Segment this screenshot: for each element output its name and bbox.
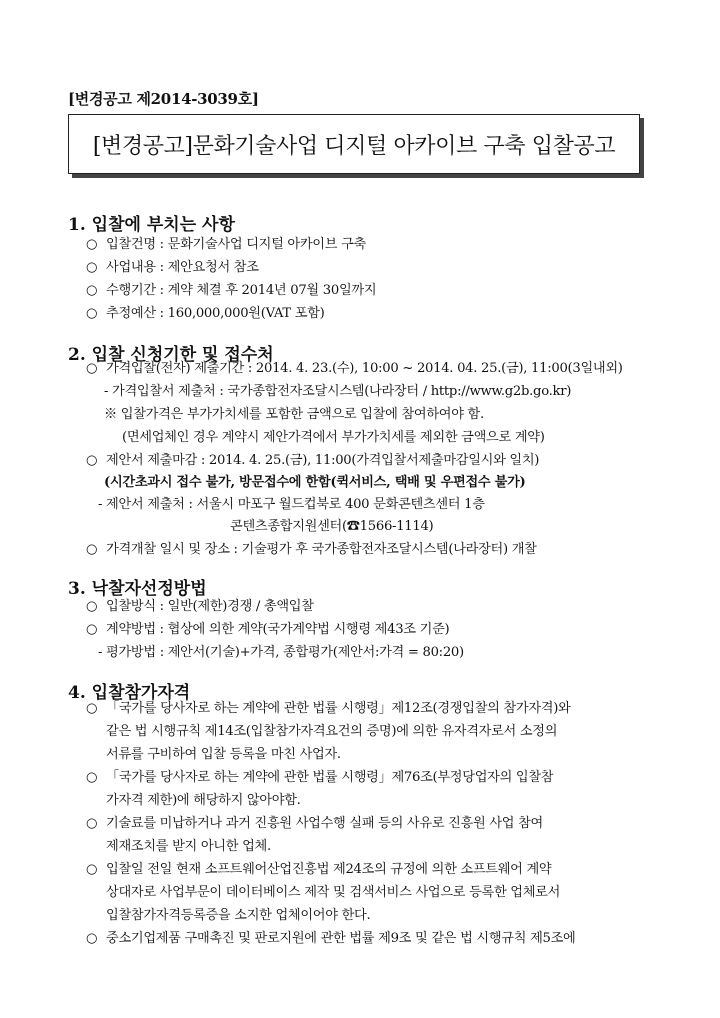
section-heading-2: 2. 입찰 신청기한 및 접수처 <box>68 345 274 365</box>
list-item: (면세업체인 경우 계약시 제안가격에서 부가가치세를 제외한 금액으로 계약) <box>122 430 545 445</box>
list-item: 제재조치를 받지 아니한 업체. <box>106 839 271 854</box>
list-item: ○ 입찰건명 : 문화기술사업 디지털 아카이브 구축 <box>86 234 366 256</box>
bullet-icon: ○ <box>86 931 98 946</box>
bullet-icon: ○ <box>86 816 98 831</box>
bullet-icon: ○ <box>86 306 98 321</box>
bullet-icon: ○ <box>86 599 98 614</box>
list-item: ○ 수행기간 : 계약 체결 후 2014년 07월 30일까지 <box>86 280 376 302</box>
list-item: ○ 가격개찰 일시 및 장소 : 기술평가 후 국가종합전자조달시스템(나라장터) 개찰 <box>86 539 537 561</box>
list-item: ○ 「국가를 당사자로 하는 계약에 관한 법률 시행령」제12조(경쟁입찰의 참가자격)와 <box>86 698 571 720</box>
list-item: ○ 입찰일 전일 현재 소프트웨어산업진흥법 제24조의 규정에 의한 소프트웨어 계약 <box>86 859 551 881</box>
list-item: ○ 추정예산 : 160,000,000원(VAT 포함) <box>86 303 325 325</box>
list-item: - 제안서 제출처 : 서울시 마포구 월드컵북로 400 문화콘텐츠센터 1층 <box>98 497 485 512</box>
list-item: ○ 사업내용 : 제안요청서 참조 <box>86 257 259 279</box>
list-item: 서류를 구비하여 입찰 등록을 마친 사업자. <box>106 747 341 762</box>
bullet-icon: ○ <box>86 283 98 298</box>
list-item: 입찰참가자격등록증을 소지한 업체이어야 한다. <box>106 908 371 923</box>
list-item: ○ 중소기업제품 구매촉진 및 판로지원에 관한 법률 제9조 및 같은 법 시행규칙 제5조에 <box>86 928 575 950</box>
bullet-icon: ○ <box>86 622 98 637</box>
list-item: 상대자로 사업부문이 데이터베이스 제작 및 검색서비스 사업으로 등록한 업체로서 <box>106 885 561 900</box>
bullet-icon: ○ <box>86 453 98 468</box>
list-item: ○ 입찰방식 : 일반(제한)경쟁 / 총액입찰 <box>86 596 314 618</box>
section-heading-4: 4. 입찰참가자격 <box>68 683 191 703</box>
title-box <box>68 114 640 174</box>
list-item: - 가격입찰서 제출처 : 국가종합전자조달시스템(나라장터 / http://www.g2b.go.kr) <box>104 384 572 399</box>
list-item: ※ 입찰가격은 부가가치세를 포함한 금액으로 입찰에 참여하여야 함. <box>104 407 484 422</box>
section-heading-1: 1. 입찰에 부치는 사항 <box>68 215 235 235</box>
bullet-icon: ○ <box>86 542 98 557</box>
list-item: 같은 법 시행규칙 제14조(입찰참가자격요건의 증명)에 의한 유자격자로서 소정의 <box>106 724 558 739</box>
bullet-icon: ○ <box>86 260 98 275</box>
section-heading-3: 3. 낙찰자선정방법 <box>68 579 207 599</box>
list-item: ○ 「국가를 당사자로 하는 계약에 관한 법률 시행령」제76조(부정당업자의 입찰참 <box>86 767 553 789</box>
list-item: 가자격 제한)에 해당하지 않아야함. <box>106 793 301 808</box>
notice-number: [변경공고 제2014-3039호] <box>68 90 259 108</box>
bullet-icon: ○ <box>86 770 98 785</box>
bullet-icon: ○ <box>86 237 98 252</box>
bullet-icon: ○ <box>86 862 98 877</box>
list-item: ○ 기술료를 미납하거나 과거 진흥원 사업수행 실패 등의 사유로 진흥원 사업 참여 <box>86 813 543 835</box>
list-item: - 평가방법 : 제안서(기술)+가격, 종합평가(제안서:가격 = 80:20) <box>98 645 464 660</box>
list-item: ○ 계약방법 : 협상에 의한 계약(국가계약법 시행령 제43조 기준) <box>86 619 449 641</box>
list-item: 콘텐츠종합지원센터(☎1566-1114) <box>230 519 434 534</box>
list-item: (시간초과시 접수 불가, 방문접수에 한함(퀵서비스, 택배 및 우편접수 불가) <box>104 475 526 490</box>
list-item: ○ 가격입찰(전자) 제출기간 : 2014. 4. 23.(수), 10:00 ~ 2014. 04. 25.(금), 11:00(3일내외) <box>86 358 623 380</box>
bullet-icon: ○ <box>86 361 98 376</box>
document-title: [변경공고]문화기술사업 디지털 아카이브 구축 입찰공고 <box>92 133 616 159</box>
bullet-icon: ○ <box>86 701 98 716</box>
list-item: ○ 제안서 제출마감 : 2014. 4. 25.(금), 11:00(가격입찰서제출마감일시와 일치) <box>86 450 539 472</box>
